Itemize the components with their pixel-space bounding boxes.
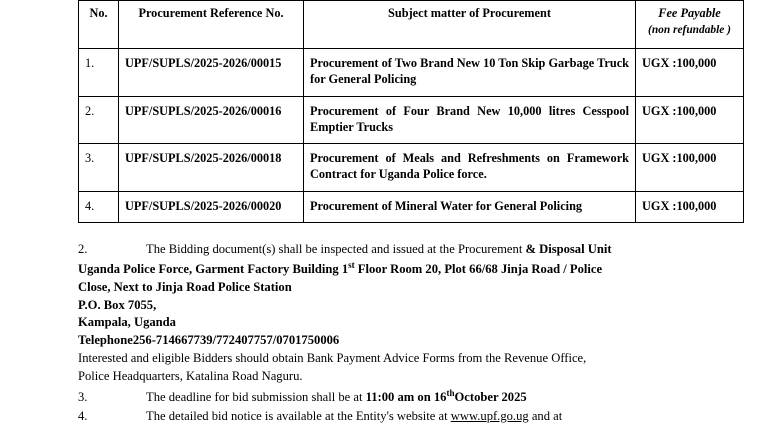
cell-reference: UPF/SUPLS/2025-2026/00016 — [119, 96, 304, 143]
column-header-fee-label: Fee Payable — [658, 6, 721, 20]
cell-reference: UPF/SUPLS/2025-2026/00020 — [119, 191, 304, 222]
paragraph-2-line2-text: Uganda Police Force, Garment Factory Building 1 — [78, 261, 349, 276]
paragraph-2-line1-bold: & Disposal Unit — [525, 241, 612, 256]
paragraph-3-deadline-sup: th — [446, 387, 455, 398]
cell-fee: UGX :100,000 — [636, 49, 744, 96]
paragraph-2-number: 2. — [78, 241, 88, 256]
entity-website-link[interactable]: www.upf.go.ug — [450, 409, 529, 424]
paragraph-3 — [78, 387, 738, 407]
table-row — [79, 144, 744, 191]
paragraph-3-deadline-time: 11:00 am on 16 — [365, 390, 447, 405]
paragraph-4-number: 4. — [78, 409, 88, 424]
paragraph-3-text: The deadline for bid submission shall be at — [146, 390, 366, 405]
column-header-reference: Procurement Reference No. — [119, 1, 304, 49]
paragraph-2-line8: Police Headquarters, Katalina Road Naguru. — [78, 369, 303, 384]
column-header-no: No. — [79, 1, 119, 49]
cell-reference: UPF/SUPLS/2025-2026/00018 — [119, 144, 304, 191]
cell-no: 1. — [79, 49, 119, 96]
table-header — [79, 1, 744, 49]
cell-fee: UGX :100,000 — [636, 144, 744, 191]
cell-no: 2. — [79, 96, 119, 143]
cell-no: 4. — [79, 191, 119, 222]
paragraph-2-line2-cont: Floor Room 20, Plot 66/68 Jinja Road / Police — [354, 261, 603, 276]
table-row — [79, 96, 744, 143]
cell-subject: Procurement of Four Brand New 10,000 litres Cesspool Emptier Trucks — [304, 96, 636, 143]
cell-subject: Procurement of Two Brand New 10 Ton Skip Garbage Truck for General Policing — [304, 49, 636, 96]
cell-subject: Procurement of Mineral Water for General Policing — [304, 191, 636, 222]
procurement-table — [78, 0, 744, 223]
cell-fee: UGX :100,000 — [636, 96, 744, 143]
paragraph-2-line6: Telephone256-714667739/772407757/0701750006 — [78, 333, 340, 348]
table-row — [79, 191, 744, 222]
paragraph-4-text: The detailed bid notice is available at the Entity's website at — [146, 409, 451, 424]
paragraph-2-line2 — [78, 259, 738, 279]
cell-fee: UGX :100,000 — [636, 191, 744, 222]
table-header-row — [79, 1, 744, 49]
paragraph-3-number: 3. — [78, 390, 88, 405]
cell-subject: Procurement of Meals and Refreshments on Framework Contract for Uganda Police force. — [304, 144, 636, 191]
paragraph-2-line1-plain: The Bidding document(s) shall be inspected and issued at the Procurement — [146, 241, 526, 256]
paragraph-4-text-after: and at — [528, 409, 563, 424]
paragraph-2-line3: Close, Next to Jinja Road Police Station — [78, 279, 292, 294]
column-header-fee — [636, 1, 744, 49]
paragraph-2-line7: Interested and eligible Bidders should obtain Bank Payment Advice Forms from the Revenue Office, — [78, 351, 587, 366]
paragraph-3-deadline-date: October 2025 — [454, 390, 527, 405]
paragraph-2-line2-sup: st — [348, 259, 355, 270]
paragraph-2 — [78, 241, 738, 386]
cell-reference: UPF/SUPLS/2025-2026/00015 — [119, 49, 304, 96]
paragraph-2-line5: Kampala, Uganda — [78, 315, 176, 330]
column-header-subject: Subject matter of Procurement — [304, 1, 636, 49]
column-header-fee-note: (non refundable ) — [648, 24, 731, 37]
table-body — [79, 49, 744, 223]
paragraph-2-line4: P.O. Box 7055, — [78, 297, 157, 312]
notice-body — [78, 241, 738, 426]
paragraph-4 — [78, 408, 738, 426]
table-row — [79, 49, 744, 96]
cell-no: 3. — [79, 144, 119, 191]
